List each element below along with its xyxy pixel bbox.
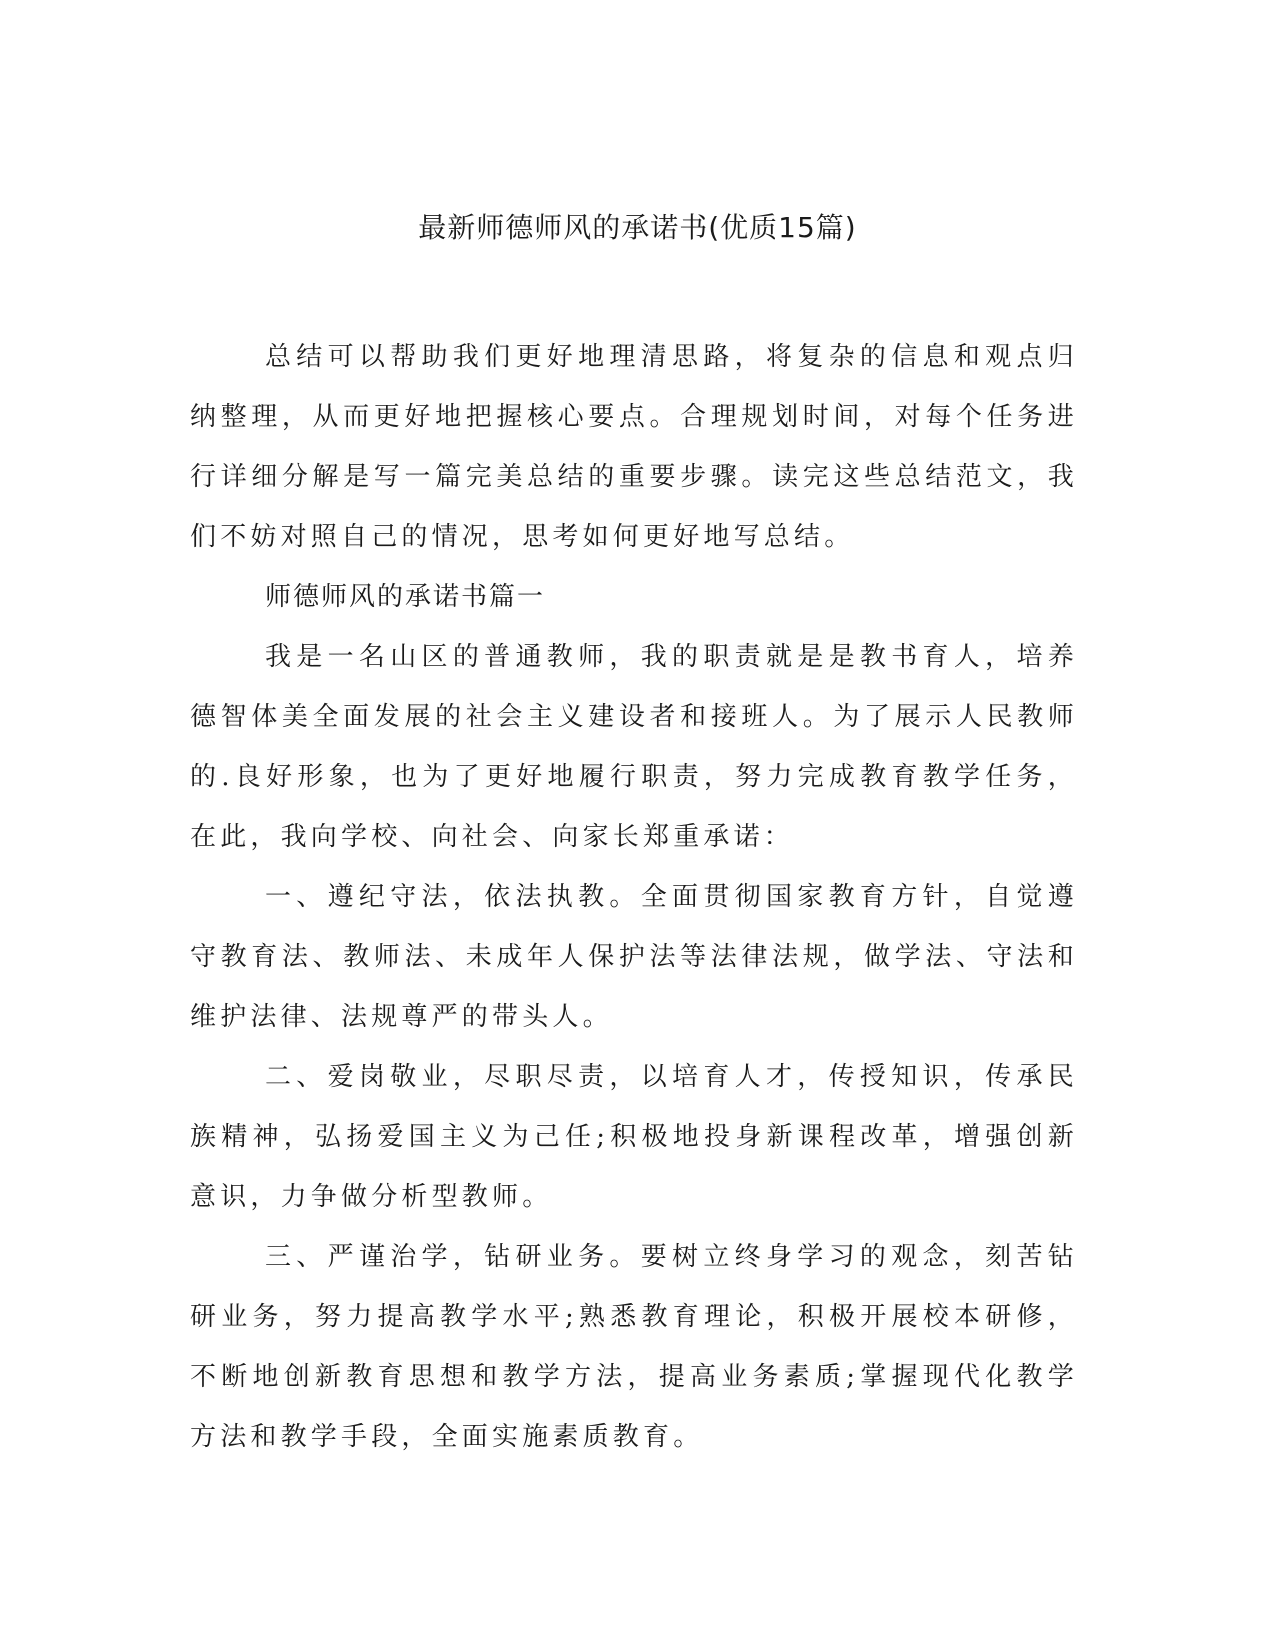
intro-paragraph: 总结可以帮助我们更好地理清思路，将复杂的信息和观点归纳整理，从而更好地把握核心要点。合理规划时间，对每个任务进行详细分解是写一篇完美总结的重要步骤。读完这些总结范文，我们不妨对照自己的情况，思考如何更好地写总结。: [190, 342, 1078, 552]
section-heading: 师德师风的承诺书篇一: [265, 582, 546, 612]
document-title: 最新师德师风的承诺书(优质15篇): [418, 211, 857, 244]
document-body: [190, 327, 1078, 1467]
commitment-item-3: 三、严谨治学，钻研业务。要树立终身学习的观念，刻苦钻研业务，努力提高教学水平;熟悉教育理论，积极开展校本研修，不断地创新教育思想和教学方法，提高业务素质;掌握现代化教学方法和教学手段，全面实施素质教育。: [190, 1242, 1078, 1452]
body-paragraph: 我是一名山区的普通教师，我的职责就是是教书育人，培养德智体美全面发展的社会主义建设者和接班人。为了展示人民教师的.良好形象，也为了更好地履行职责，努力完成教育教学任务，在此，我向学校、向社会、向家长郑重承诺：: [190, 642, 1078, 852]
commitment-item-1: 一、遵纪守法，依法执教。全面贯彻国家教育方针，自觉遵守教育法、教师法、未成年人保护法等法律法规，做学法、守法和维护法律、法规尊严的带头人。: [190, 882, 1078, 1032]
commitment-item-2: 二、爱岗敬业，尽职尽责，以培育人才，传授知识，传承民族精神，弘扬爱国主义为己任;积极地投身新课程改革，增强创新意识，力争做分析型教师。: [190, 1062, 1078, 1212]
